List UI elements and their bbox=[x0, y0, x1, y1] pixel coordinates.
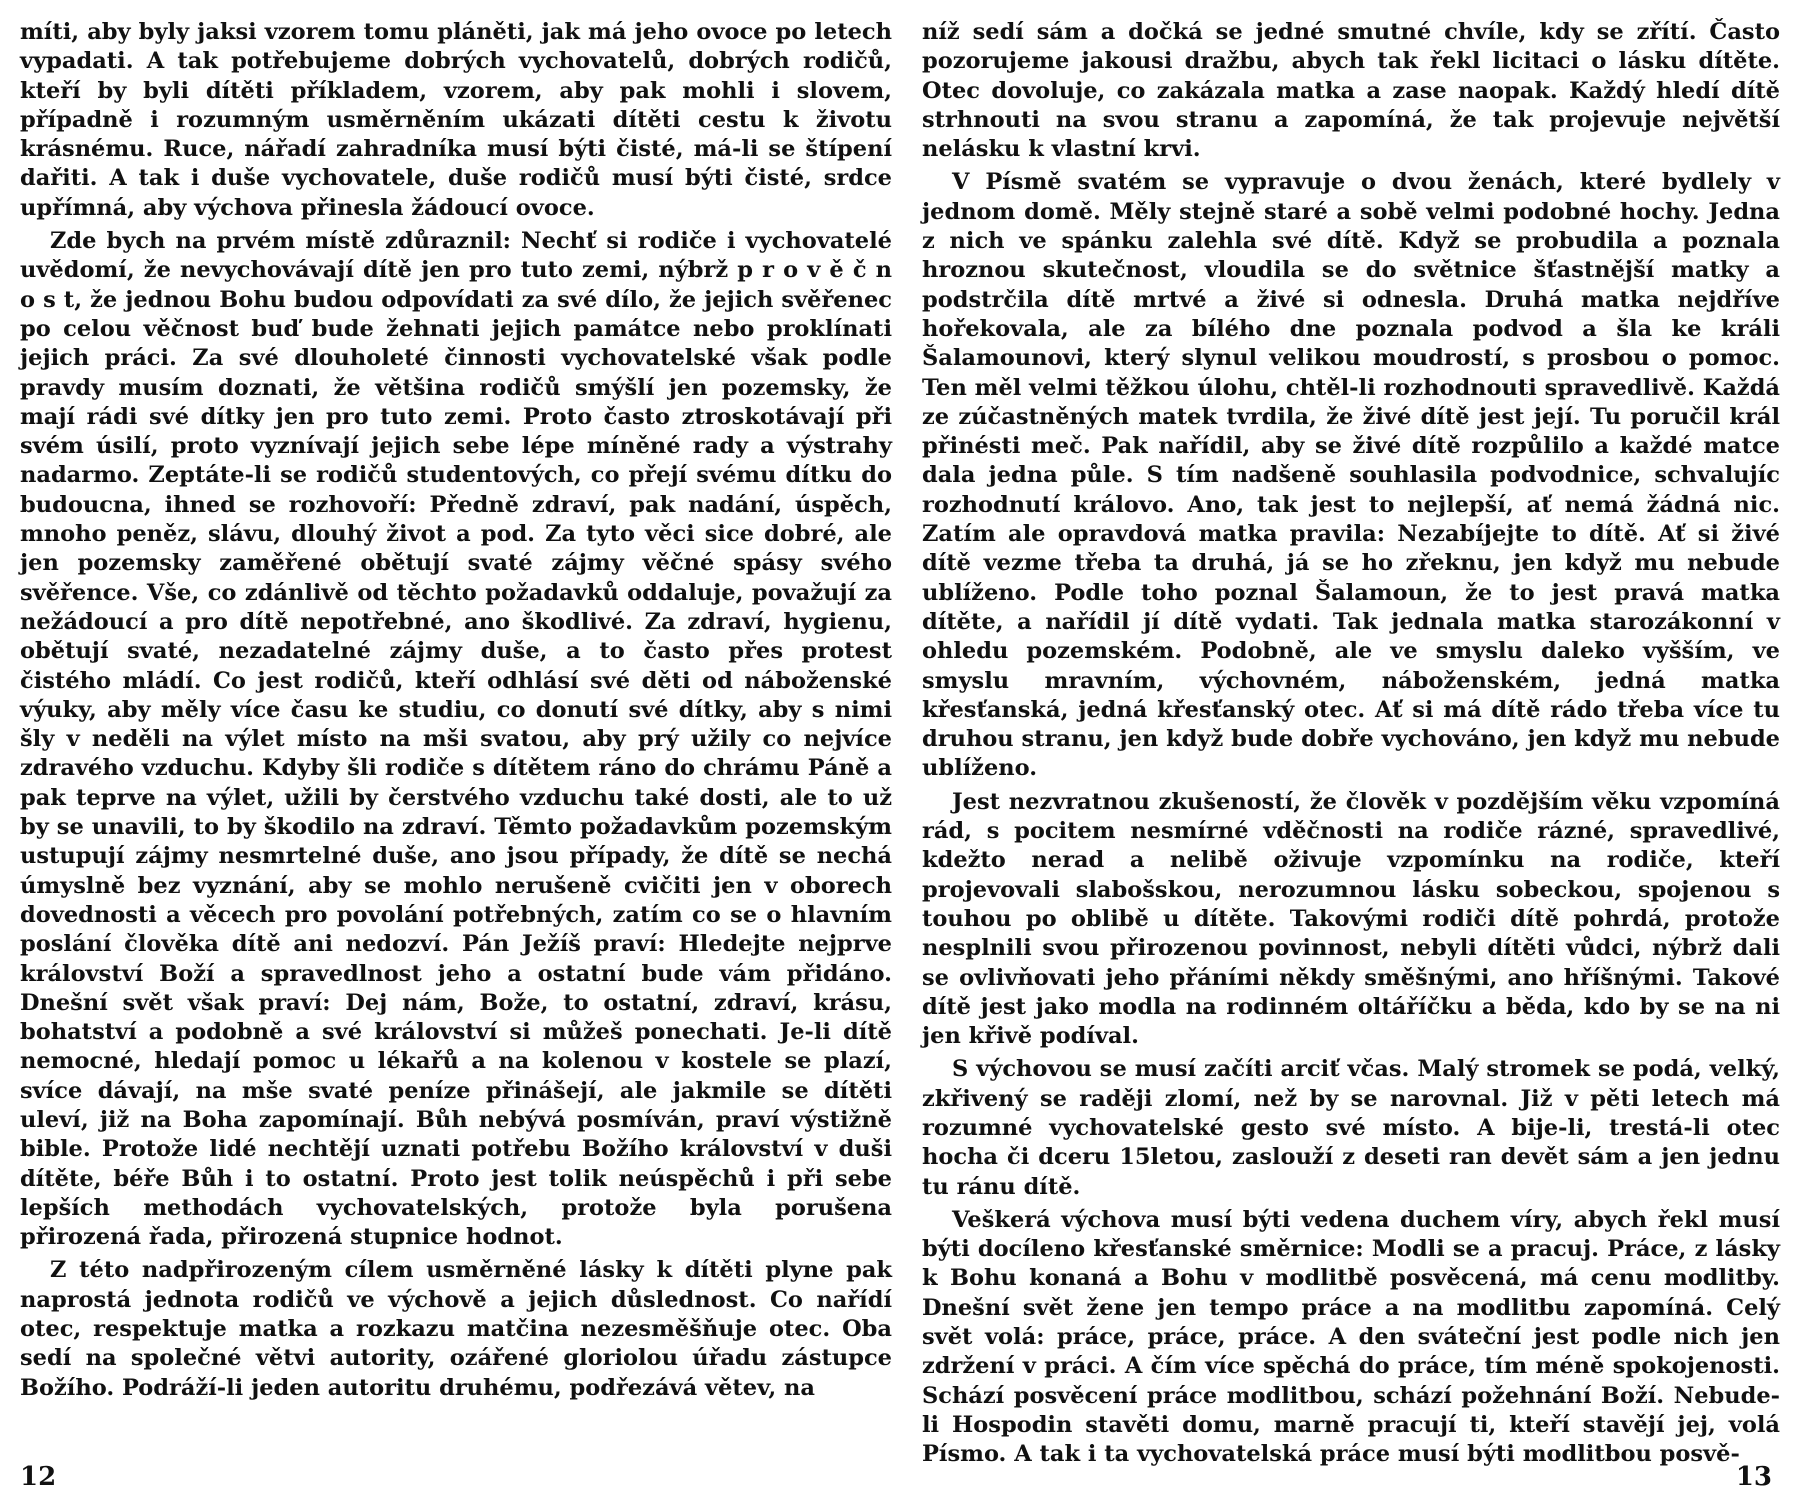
paragraph: V Písmě svatém se vypravuje o dvou ženách, které bydlely v jednom domě. Měly stejně staré a sobě velmi podobné hochy. Jedna z nich ve spánku zalehla své dítě. Když se probudila a poznala hroznou skutečnost, vloudila se do světnice šťastnější matky a podstrčila dítě mrtvé a živé si odnesla. Druhá matka nejdříve hořekovala, ale za bílého dne poznala podvod a šla ke králi Šalamounovi, který slynul velikou moudrostí, s prosbou o pomoc. Ten měl velmi těžkou úlohu, chtěl-li rozhodnouti spravedlivě. Každá ze zúčastněných matek tvrdila, že živé dítě jest její. Tu poručil král přinésti meč. Pak nařídil, aby se živé dítě rozpůlilo a každé matce dala jedna půle. S tím nadšeně souhlasila podvodnice, schvalujíc rozhodnutí královo. Ano, tak jest to nejlepší, ať nemá žádná nic. Zatím ale opravdová matka pravila: Nezabíjejte to dítě. Ať si živé dítě vezme třeba ta druhá, já se ho zřeknu, jen když mu nebude ublíženo. Podle toho poznal Šalamoun, že to jest pravá matka dítěte, a nařídil jí dítě vydati. Tak jednala matka starozákonní v ohledu pozemském. Podobně, ale ve smyslu daleko vyšším, ve smyslu mravním, výchovném, náboženském, jedná matka křesťanská, jedná křesťanský otec. Ať si má dítě rádo třeba více tu druhou stranu, jen když bude dobře vychováno, jen když mu nebude ublíženo. bbox=[922, 169, 1781, 782]
right-page-number: 13 bbox=[1735, 1462, 1772, 1492]
paragraph: Jest nezvratnou zkušeností, že člověk v pozdějším věku vzpomíná rád, s pocitem nesmírné vděčnosti na rodiče rázné, spravedlivé, kdežto nerad a nelibě oživuje vzpomínku na rodiče, kteří projevovali slabošskou, nerozumnou lásku sobeckou, spojenou s touhou po oblibě u dítěte. Takovými rodiči dítě pohrdá, protože nesplnili svou přirozenou povinnost, nebyli dítěti vůdci, nýbrž dali se ovlivňovati jeho přáními někdy směšnými, ano hříšnými. Takové dítě jest jako modla na rodinném oltáříčku a běda, kdo by se na ni jen křivě podíval. bbox=[922, 788, 1780, 1050]
paragraph: míti, aby byly jaksi vzorem tomu pláněti, jak má jeho ovoce po letech vypadati. A tak potřebujeme dobrých vychovatelů, dobrých rodičů, kteří by byli dítěti příkladem, vzorem, aby pak mohli i slovem, případně i rozumným usměrněním ukázati dítěti cestu k životu krásnému. Ruce, nářadí zahradníka musí býti čisté, má-li se štípení dařiti. A tak i duše vychovatele, duše rodičů musí býti čisté, srdce upřímná, aby výchova přinesla žádoucí ovoce. bbox=[20, 19, 892, 221]
right-page-text bbox=[922, 18, 1780, 1474]
paragraph: Zde bych na prvém místě zdůraznil: Nechť si rodiče i vychovatelé uvědomí, že nevychovávají dítě jen pro tuto zemi, nýbrž p r o v ě č n o s t, že jednou Bohu budou odpovídati za své dílo, že jejich svěřenec po celou věčnost buď bude žehnati jejich památce nebo proklínati jejich práci. Za své dlouholeté činnosti vychovatelské však podle pravdy musím doznati, že většina rodičů smýšlí jen pozemsky, že mají rádi své dítky jen pro tuto zemi. Proto často ztroskotávají při svém úsilí, proto vyznívají jejich sebe lépe míněné rady a výstrahy nadarmo. Zeptáte-li se rodičů studentových, co přejí svému dítku do budoucna, ihned se rozhovoří: Předně zdraví, pak nadání, úspěch, mnoho peněz, slávu, dlouhý život a pod. Za tyto věci sice dobré, ale jen pozemsky zaměřené obětují svaté zájmy věčné spásy svého svěřence. Vše, co zdánlivě od těchto požadavků oddaluje, považují za nežádoucí a pro dítě nepotřebné, ano škodlivé. Za zdraví, hygienu, obětují svaté, nezadatelné zájmy duše, a to často přes protest čistého mládí. Co jest rodičů, kteří odhlásí své děti od náboženské výuky, aby měly více času ke studiu, co donutí své dítky, aby s nimi šly v neděli na výlet místo na mši svatou, aby prý užily co nejvíce zdravého vzduchu. Kdyby šli rodiče s dítětem ráno do chrámu Páně a pak teprve na výlet, užili by čerstvého vzduchu také dosti, ale to už by se unavili, to by škodilo na zdraví. Těmto požadavkům pozemským ustupují zájmy nesmrtelné duše, ano jsou případy, že dítě se nechá úmyslně bez vyznání, aby se mohlo nerušeně cvičiti jen v oborech dovednosti a věcech pro povolání potřebných, zatím co se o hlavním poslání člověka dítě ani nedozví. Pán Ježíš praví: Hledejte nejprve království Boží a spravedlnost jeho a ostatní bude vám přidáno. Dnešní svět však praví: Dej nám, Bože, to ostatní, zdraví, krásu, bohatství a podobně a své království si můžeš ponechati. Je-li dítě nemocné, hledají pomoc u lékařů a na kolenou v kostele se plazí, svíce dávají, na mše svaté peníze přinášejí, ale jakmile se dítěti uleví, již na Boha zapomínají. Bůh nebývá posmíván, praví výstižně bible. Protože lidé nechtějí uznati potřebu Božího království v duši dítěte, béře Bůh i to ostatní. Proto jest tolik neúspěchů i při sebe lepších methodách vychovatelských, protože byla porušena přirozená řada, přirozená stupnice hodnot. bbox=[20, 228, 892, 1251]
paragraph: Veškerá výchova musí býti vedena duchem víry, abych řekl musí býti docíleno křesťanské směrnice: Modli se a pracuj. Práce, z lásky k Bohu konaná a Bohu v modlitbě posvěcená, má cenu modlitby. Dnešní svět žene jen tempo práce a na modlitbu zapomíná. Celý svět volá: práce, práce, práce. A den sváteční jest podle nich jen zdržení v práci. A čím více spěchá do práce, tím méně spokojenosti. Schází posvěcení práce modlitbou, schází požehnání Boží. Nebude-li Hospodin stavěti domu, marně pracují ti, kteří stavějí jej, volá Písmo. A tak i ta vychovatelská práce musí býti modlitbou posvě- bbox=[922, 1206, 1780, 1468]
paragraph: Z této nadpřirozeným cílem usměrněné lásky k dítěti plyne pak naprostá jednota rodičů ve výchově a jejich důslednost. Co nařídí otec, respektuje matka a rozkazu matčina nezesměšňuje otec. Oba sedí na společné větvi autority, ozářené gloriolou úřadu zástupce Božího. Podráží-li jeden autoritu druhému, podřezává větev, na bbox=[20, 1257, 892, 1401]
left-page-text bbox=[20, 18, 892, 1407]
left-page-number: 12 bbox=[20, 1462, 57, 1492]
paragraph: S výchovou se musí začíti arciť včas. Malý stromek se podá, velký, zkřivený se raději zlomí, než by se narovnal. Již v pěti letech má rozumné vychovatelské gesto své místo. A bije-li, trestá-li otec hocha či dceru 15letou, zaslouží z deseti ran devět sám a jen jednu tu ránu dítě. bbox=[922, 1056, 1780, 1200]
paragraph: níž sedí sám a dočká se jedné smutné chvíle, kdy se zřítí. Často pozorujeme jakousi dražbu, abych tak řekl licitaci o lásku dítěte. Otec dovoluje, co zakázala matka a zase naopak. Každý hledí dítě strhnouti na svou stranu a zapomíná, že tak projevuje největší nelásku k vlastní krvi. bbox=[922, 19, 1780, 163]
